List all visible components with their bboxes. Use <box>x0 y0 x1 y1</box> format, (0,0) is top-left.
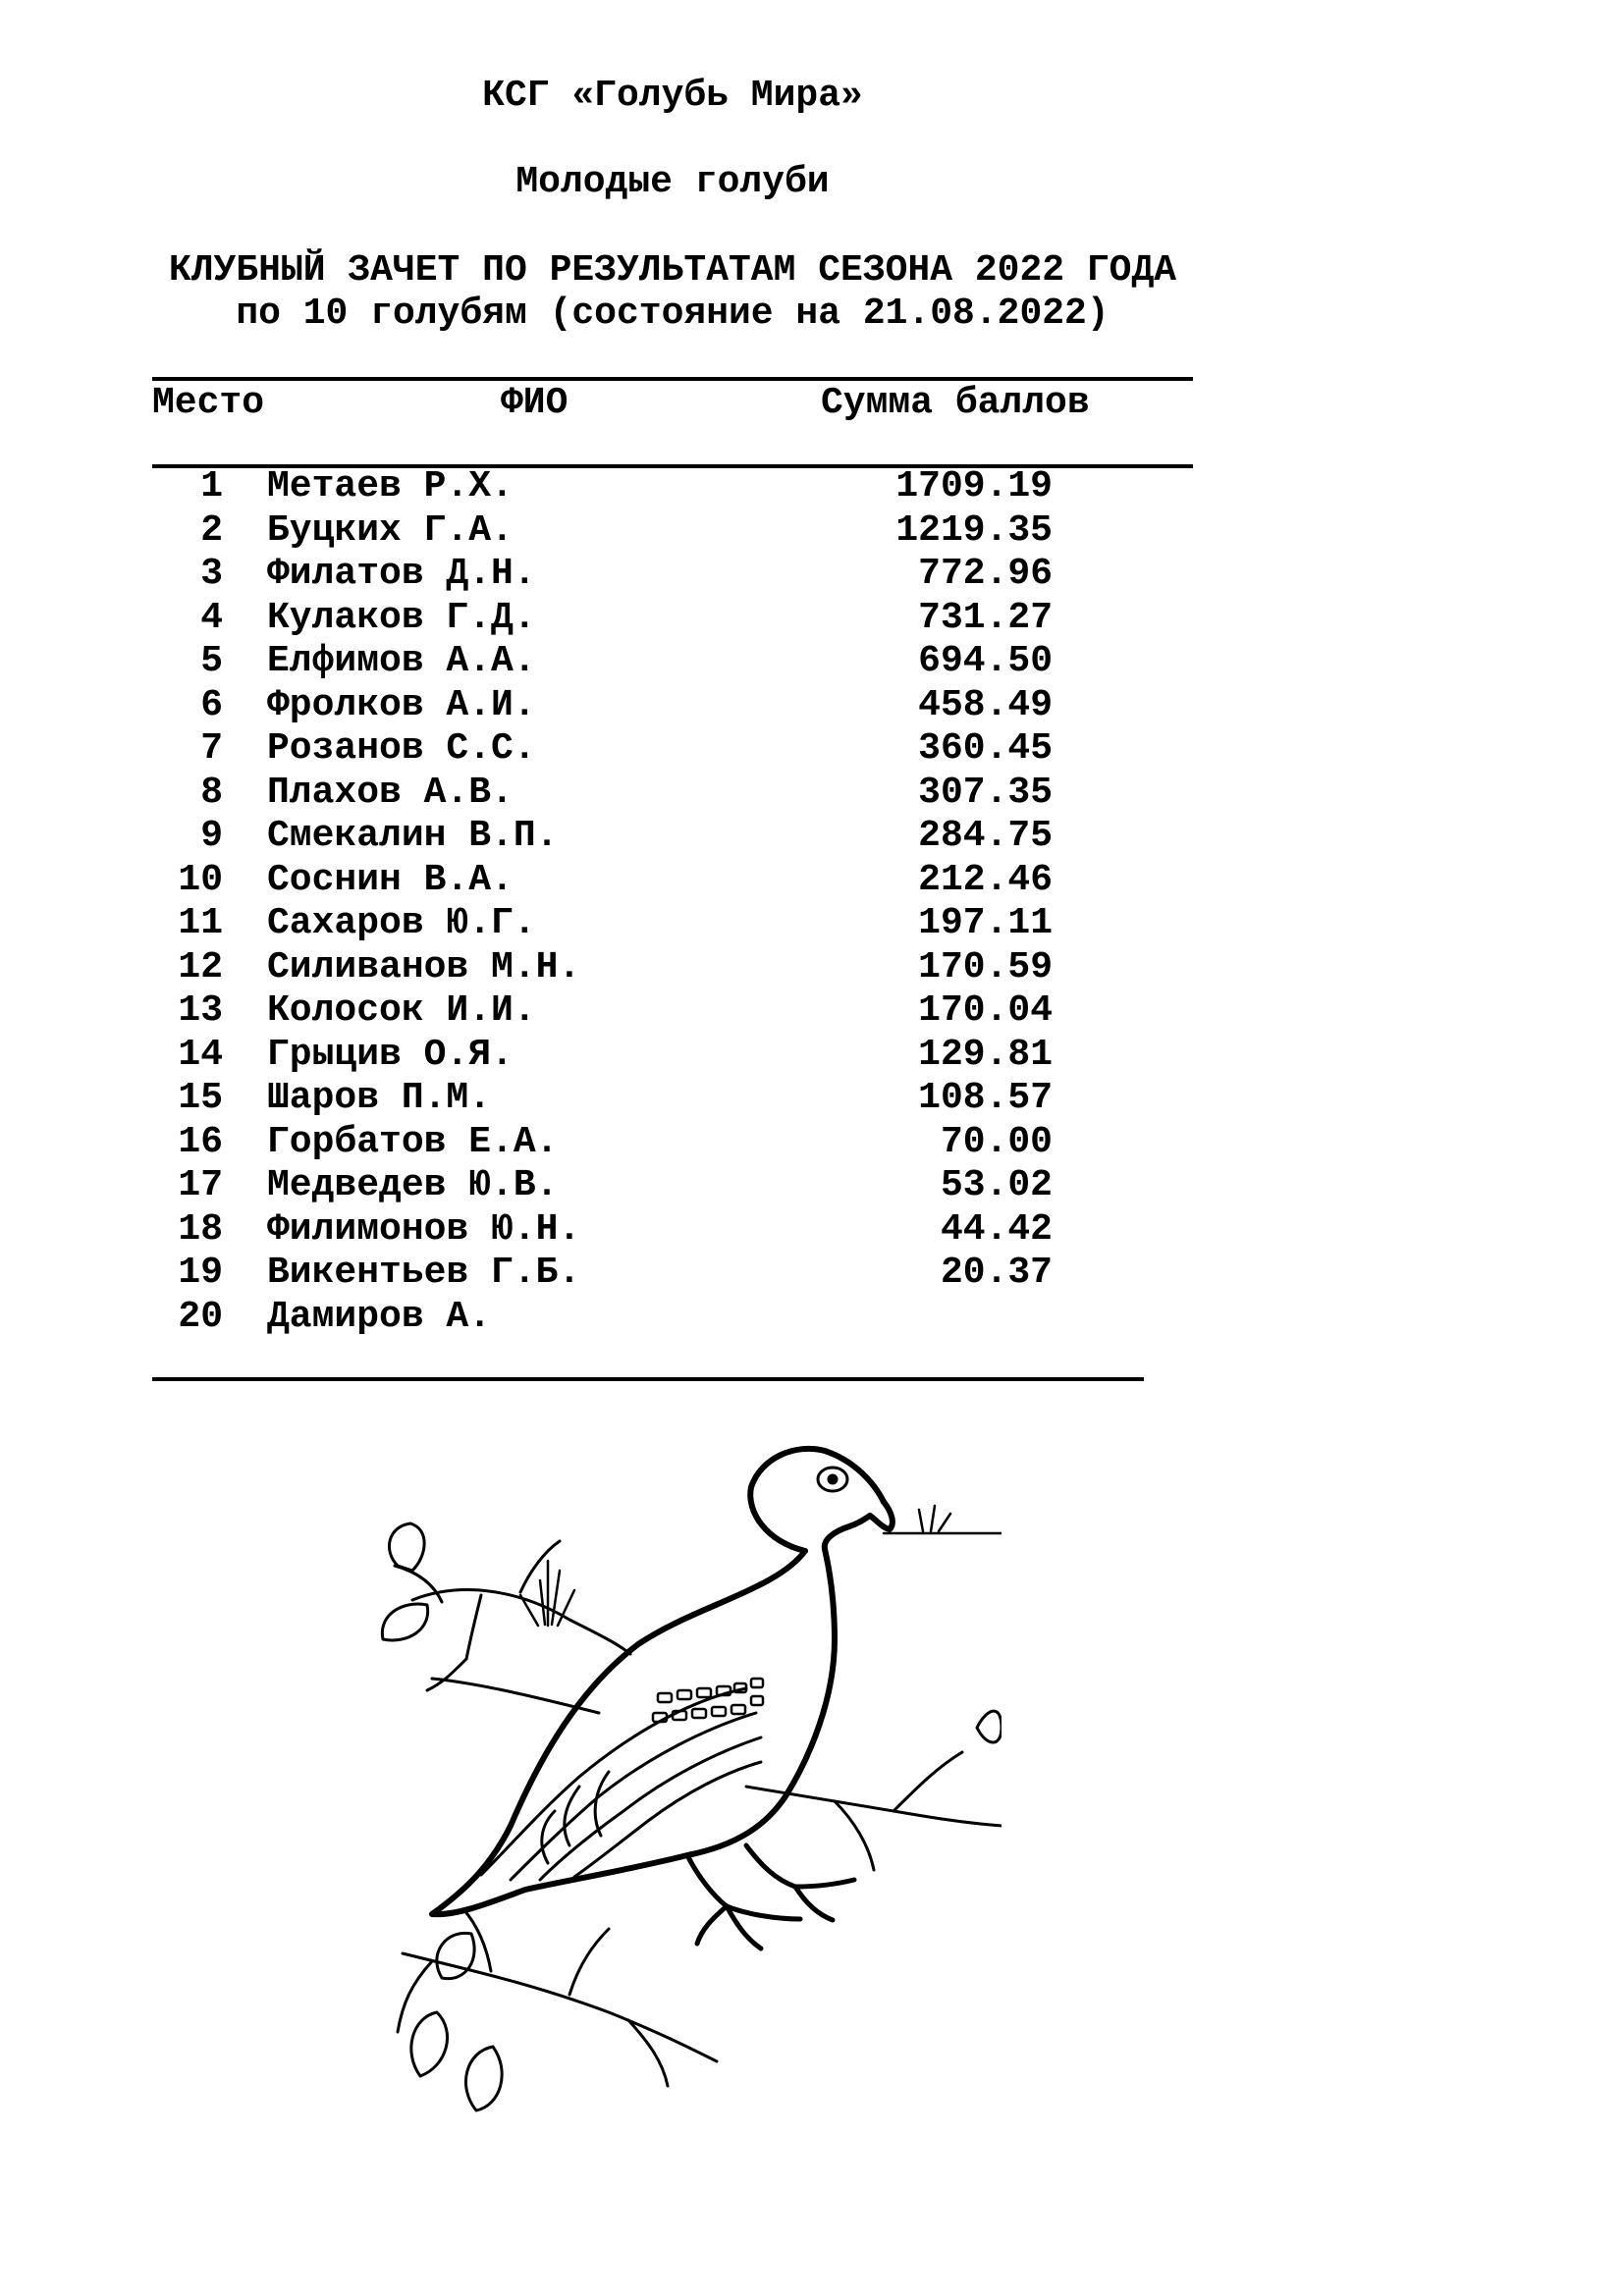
row-name: Розанов С.С. <box>267 727 536 770</box>
row-score: 1219.35 <box>895 508 1053 552</box>
row-name: Фролков А.И. <box>267 683 536 726</box>
row-score: 197.11 <box>918 902 1053 944</box>
column-header-place: Место <box>152 382 265 424</box>
column-header-score: Сумма баллов <box>821 382 1090 424</box>
category-title: Молодые голуби <box>515 161 830 203</box>
row-name: Силиванов М.Н. <box>267 945 581 988</box>
results-table-body <box>0 465 1276 1339</box>
table-top-rule <box>152 377 1193 381</box>
row-name: Смекалин В.П. <box>267 815 559 857</box>
row-score: 284.75 <box>918 815 1053 857</box>
table-row <box>0 509 1276 554</box>
table-row <box>0 640 1276 684</box>
row-place: 20 <box>178 1295 223 1338</box>
organization-title: КСГ «Голубь Мира» <box>482 75 863 117</box>
row-name: Елфимов А.А. <box>267 640 536 682</box>
row-score: 53.02 <box>940 1164 1053 1206</box>
table-row <box>0 1077 1276 1121</box>
row-place: 3 <box>200 553 223 595</box>
row-score: 170.04 <box>918 989 1053 1032</box>
row-place: 2 <box>200 508 223 552</box>
page-subheading: по 10 голубям (состояние на 21.08.2022) <box>236 293 1110 335</box>
row-name: Плахов А.В. <box>267 771 514 814</box>
row-score: 360.45 <box>918 727 1053 770</box>
row-score: 731.27 <box>918 596 1053 639</box>
row-name: Горбатов Е.А. <box>267 1120 559 1163</box>
row-score: 44.42 <box>940 1207 1053 1251</box>
row-name: Медведев Ю.В. <box>267 1164 559 1206</box>
row-place: 12 <box>178 945 223 988</box>
row-name: Грыцив О.Я. <box>267 1033 514 1076</box>
table-row <box>0 684 1276 728</box>
row-score: 170.59 <box>918 945 1053 988</box>
pigeon-on-branch-icon <box>373 1433 1001 2140</box>
row-name: Колосок И.И. <box>267 989 536 1032</box>
table-row <box>0 815 1276 859</box>
row-name: Викентьев Г.Б. <box>267 1252 581 1294</box>
table-row <box>0 902 1276 946</box>
table-row <box>0 772 1276 816</box>
row-name: Кулаков Г.Д. <box>267 596 536 639</box>
row-name: Шаров П.М. <box>267 1077 492 1119</box>
row-name: Филатов Д.Н. <box>267 553 536 595</box>
row-place: 15 <box>178 1077 223 1119</box>
pigeon-body-icon <box>432 1449 893 1914</box>
row-place: 1 <box>200 465 223 507</box>
table-row <box>0 727 1276 772</box>
row-place: 19 <box>178 1252 223 1294</box>
table-row <box>0 1164 1276 1208</box>
table-row <box>0 859 1276 903</box>
leaf-icon <box>382 1523 1001 2110</box>
row-place: 18 <box>178 1207 223 1251</box>
page-heading: КЛУБНЫЙ ЗАЧЕТ ПО РЕЗУЛЬТАТАМ СЕЗОНА 2022 ГОДА <box>168 249 1177 292</box>
table-row <box>0 597 1276 641</box>
table-row <box>0 1252 1276 1296</box>
row-name: Сахаров Ю.Г. <box>267 902 536 944</box>
row-score: 70.00 <box>940 1120 1053 1163</box>
row-score: 458.49 <box>918 683 1053 726</box>
row-place: 6 <box>200 683 223 726</box>
table-row <box>0 553 1276 597</box>
table-row <box>0 1034 1276 1078</box>
table-row <box>0 989 1276 1034</box>
row-place: 13 <box>178 989 223 1032</box>
table-row <box>0 465 1276 509</box>
row-score: 212.46 <box>918 858 1053 901</box>
table-row <box>0 1208 1276 1253</box>
table-bottom-rule <box>152 1377 1144 1381</box>
row-score: 129.81 <box>918 1033 1053 1076</box>
row-place: 17 <box>178 1164 223 1206</box>
pigeon-feet-icon <box>687 1845 854 1949</box>
table-row <box>0 1121 1276 1165</box>
row-name: Соснин В.А. <box>267 858 514 901</box>
row-score: 307.35 <box>918 771 1053 814</box>
pigeon-eye-icon <box>818 1468 847 1491</box>
row-place: 16 <box>178 1120 223 1163</box>
row-score: 108.57 <box>918 1077 1053 1119</box>
row-place: 5 <box>200 640 223 682</box>
column-header-name: ФИО <box>501 382 568 424</box>
row-place: 14 <box>178 1033 223 1076</box>
row-name: Буцких Г.А. <box>267 508 514 552</box>
row-name: Дамиров А. <box>267 1295 492 1338</box>
row-score: 694.50 <box>918 640 1053 682</box>
row-score: 20.37 <box>940 1252 1053 1294</box>
branch-icon <box>395 1541 1001 2086</box>
row-score: 1709.19 <box>895 465 1053 507</box>
row-place: 11 <box>178 902 223 944</box>
row-place: 9 <box>200 815 223 857</box>
row-place: 7 <box>200 727 223 770</box>
row-name: Филимонов Ю.Н. <box>267 1207 581 1251</box>
row-place: 10 <box>178 858 223 901</box>
table-row <box>0 946 1276 990</box>
table-row <box>0 1296 1276 1340</box>
row-score: 772.96 <box>918 553 1053 595</box>
row-place: 8 <box>200 771 223 814</box>
row-name: Метаев Р.Х. <box>267 465 514 507</box>
row-place: 4 <box>200 596 223 639</box>
